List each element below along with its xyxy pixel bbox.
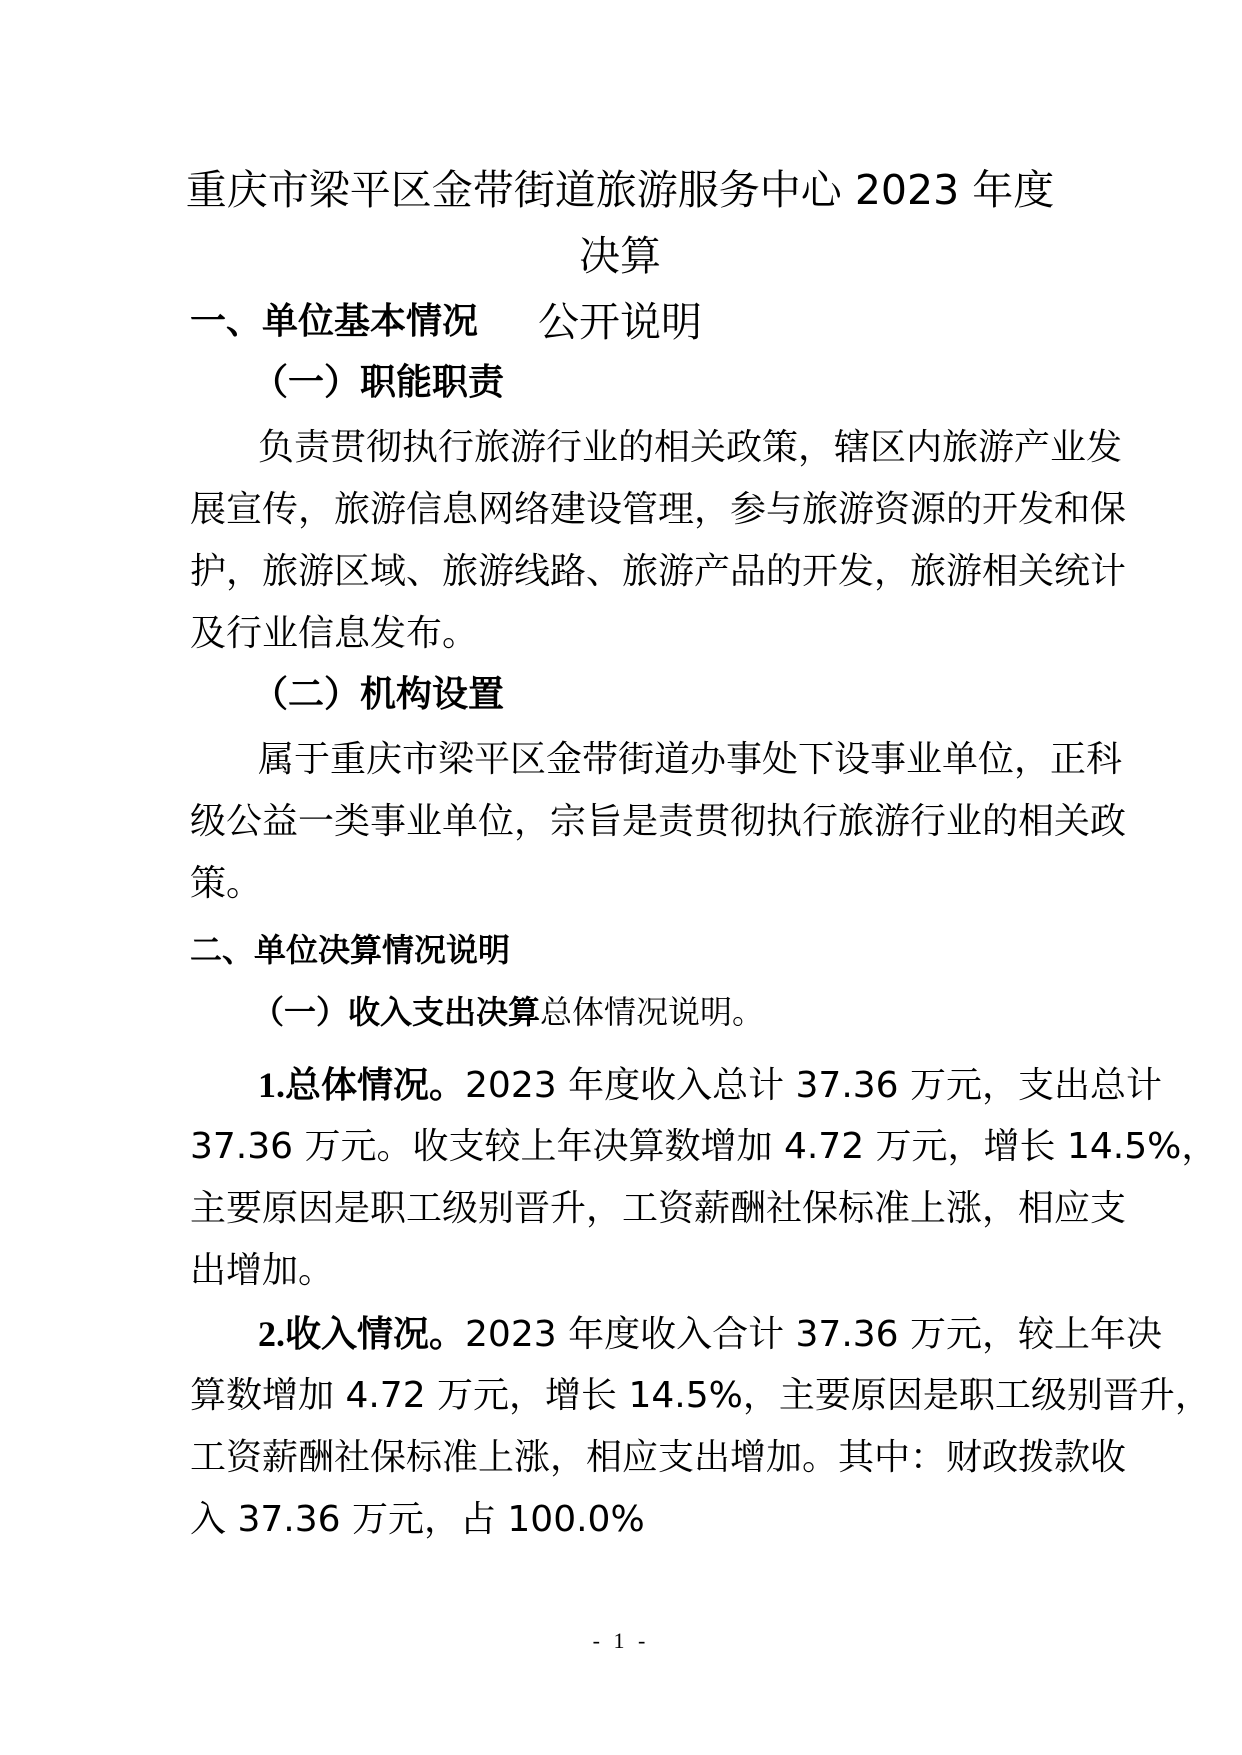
item-1-label: 1.总体情况。: [258, 1065, 466, 1105]
para-2-line-1: 属于重庆市梁平区金带街道办事处下设事业单位，正科: [258, 739, 1123, 780]
para-1-line-4: 及行业信息发布。: [190, 613, 479, 654]
para-1-line-2: 展宣传，旅游信息网络建设管理，参与旅游资源的开发和保: [190, 489, 1127, 530]
para-2-line-2: 级公益一类事业单位，宗旨是责贯彻执行旅游行业的相关政: [190, 801, 1127, 842]
section-2-heading: 二、单位决算情况说明: [190, 931, 511, 969]
item-1-text-1: 2023 年度收入总计 37.36 万元，支出总计: [465, 1065, 1163, 1106]
item-2-line-4: 入 37.36 万元，占 100.0%: [190, 1499, 645, 1540]
title-line-1: 重庆市梁平区金带街道旅游服务中心 2023 年度决算: [185, 166, 1055, 280]
item-2-text-1: 2023 年度收入合计 37.36 万元，较上年决: [465, 1314, 1163, 1355]
para-1-line-1: 负责贯彻执行旅游行业的相关政策，辖区内旅游产业发: [258, 427, 1123, 468]
item-1-line-4: 出增加。: [190, 1250, 335, 1291]
subsection-3-heading-bold: （一）收入支出决算: [252, 993, 541, 1031]
title-line-2: 公开说明: [538, 298, 702, 346]
para-2-line-3: 策。: [190, 863, 263, 904]
item-2-label: 2.收入情况。: [258, 1314, 466, 1354]
item-1-line-3: 主要原因是职工级别晋升，工资薪酬社保标准上涨，相应支: [190, 1188, 1127, 1229]
item-1-line-1: [258, 1065, 1162, 1106]
item-2-line-2: 算数增加 4.72 万元，增长 14.5%，主要原因是职工级别晋升，: [190, 1375, 1211, 1416]
page-number: - 1 -: [592, 1628, 650, 1653]
subsection-3-heading: [252, 992, 764, 1032]
para-1-line-3: 护，旅游区域、旅游线路、旅游产品的开发，旅游相关统计: [190, 551, 1127, 592]
item-2-line-1: [258, 1314, 1162, 1355]
item-1-line-2: 37.36 万元。收支较上年决算数增加 4.72 万元，增长 14.5%，: [190, 1126, 1218, 1167]
subsection-3-heading-rest: 总体情况说明。: [540, 993, 765, 1031]
subsection-2-heading: （二）机构设置: [252, 674, 505, 715]
subsection-1-heading: （一）职能职责: [252, 362, 505, 403]
section-1-heading: 一、单位基本情况: [190, 301, 479, 342]
item-2-line-3: 工资薪酬社保标准上涨，相应支出增加。其中：财政拨款收: [190, 1437, 1127, 1478]
